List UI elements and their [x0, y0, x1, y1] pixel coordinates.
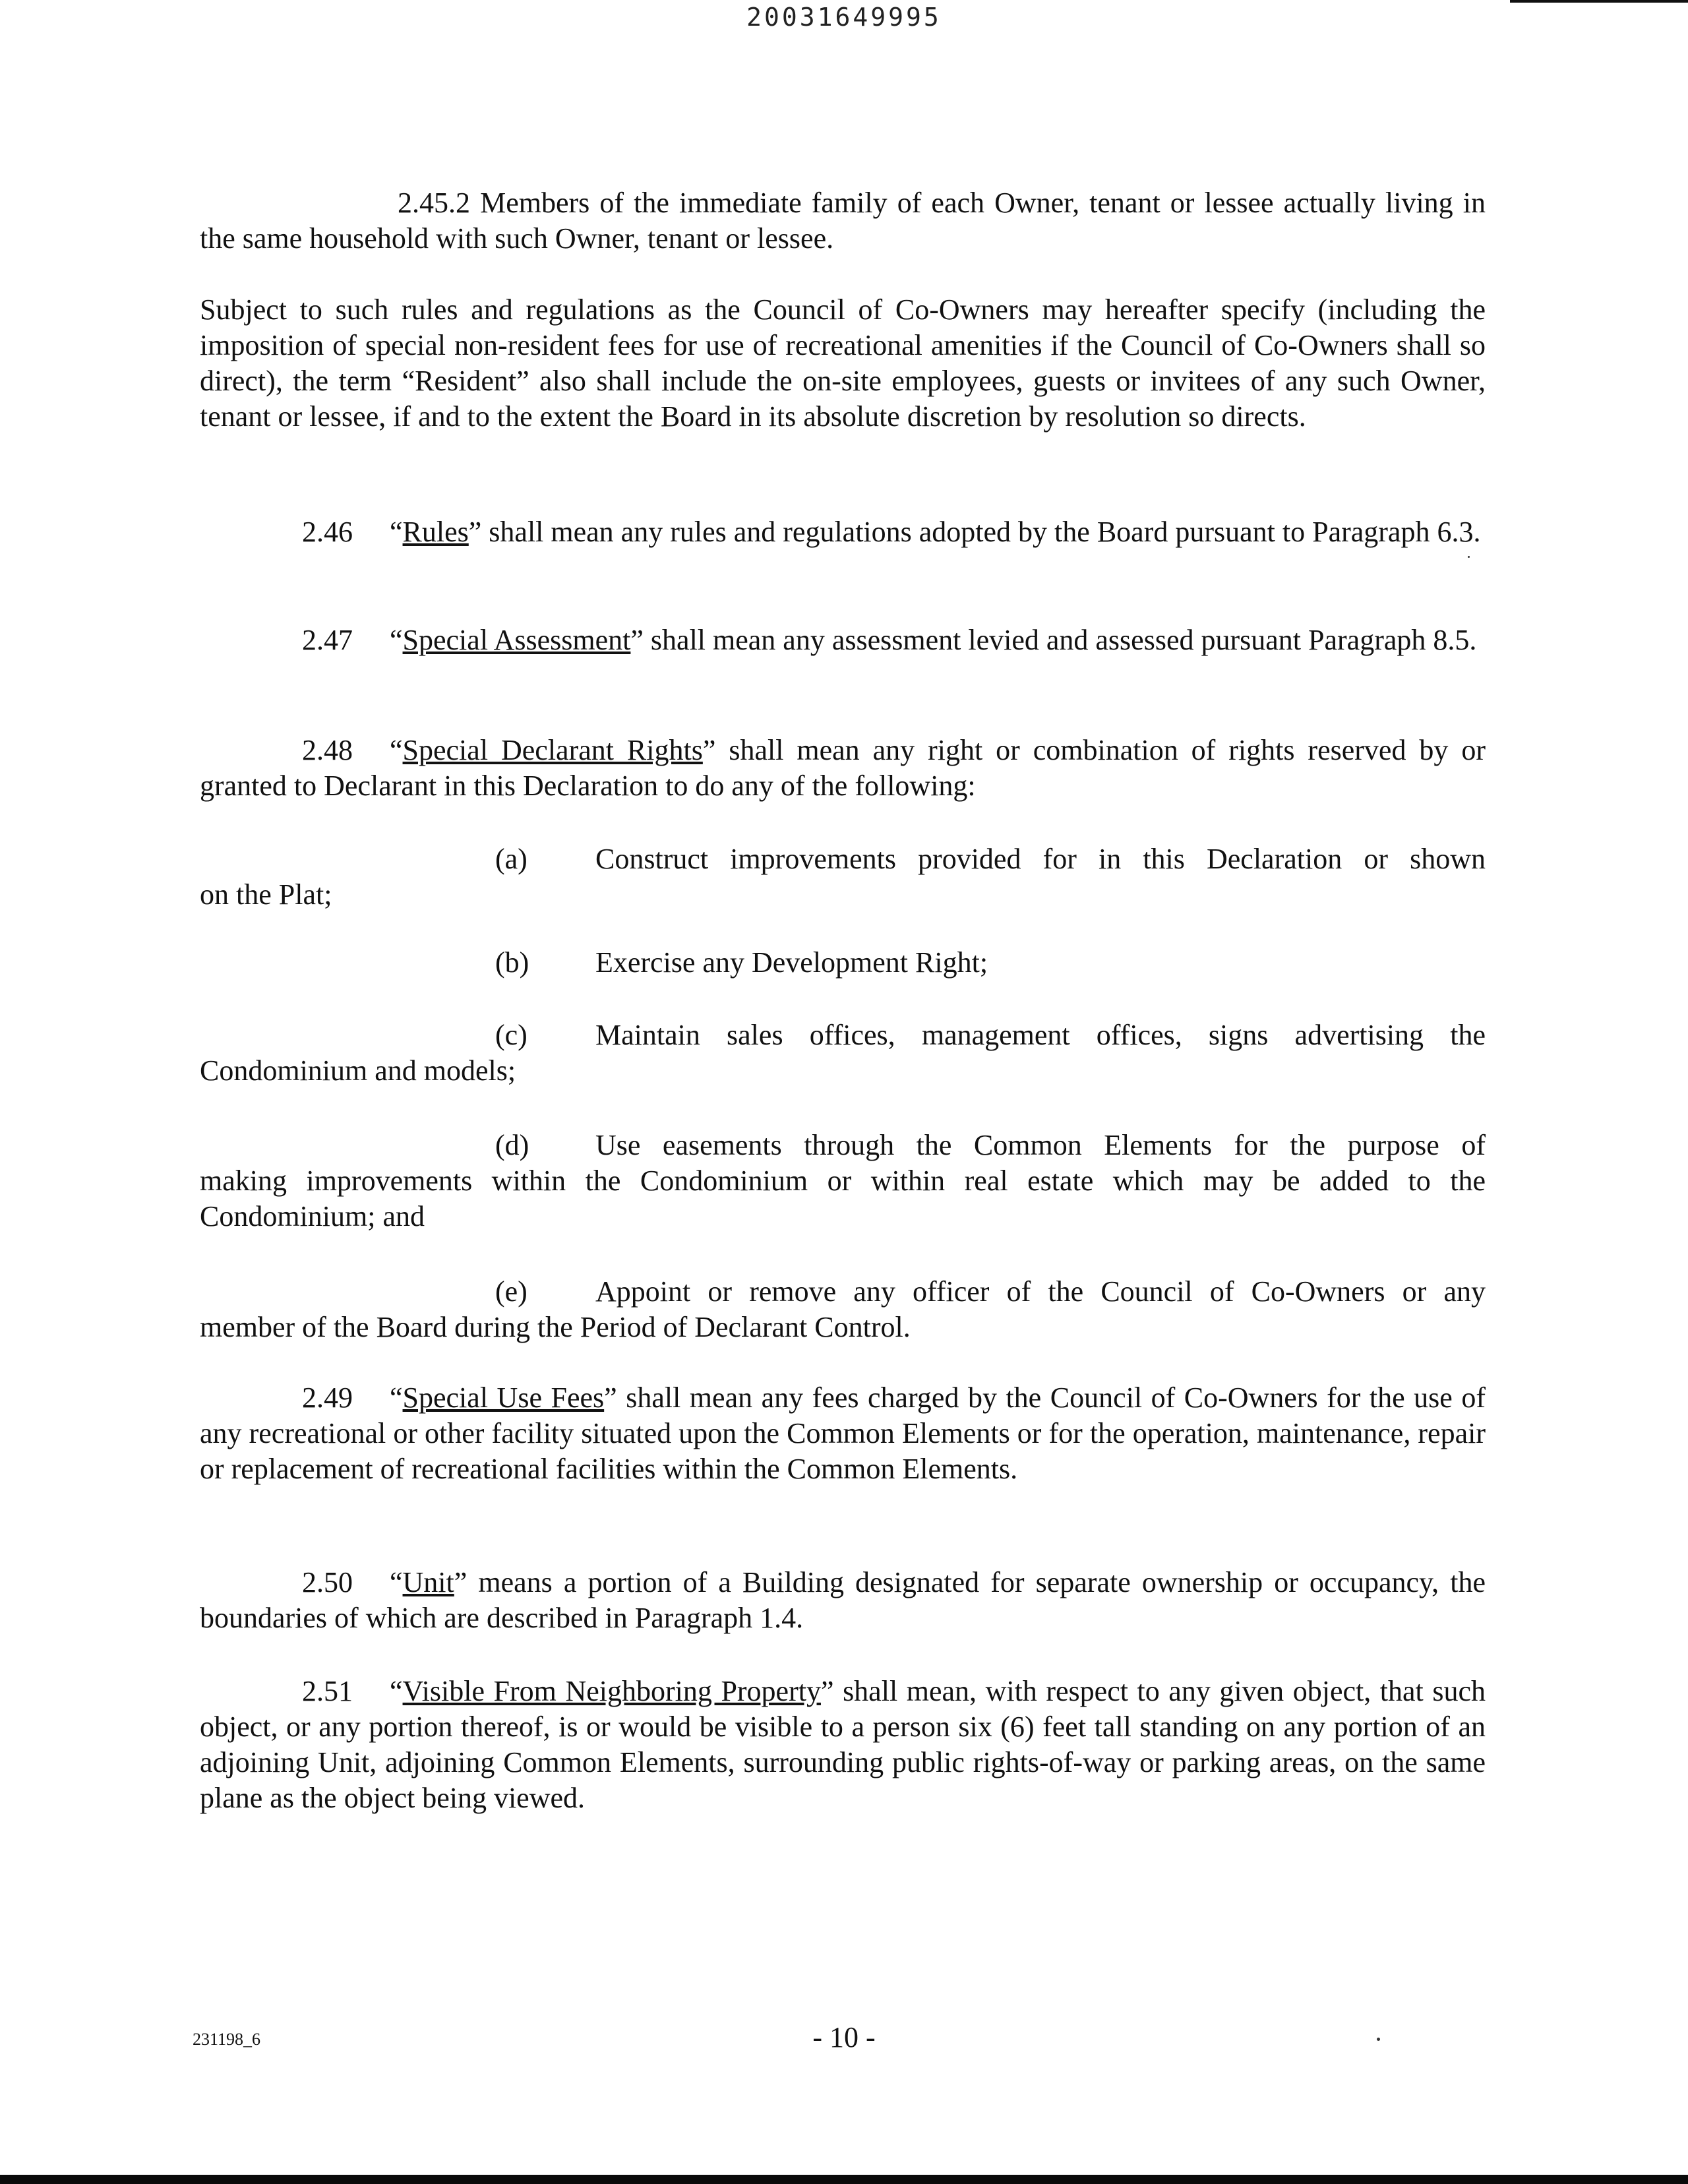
defined-term-special-declarant-rights: Special Declarant Rights — [402, 734, 703, 766]
paragraph-number: 2.45.2 — [398, 187, 470, 219]
paragraph-text: Members of the immediate family of each Owner, tenant or lessee actually living in the same household with such Owner, tenant or lessee. — [200, 187, 1486, 255]
sub-item-letter: (a) — [495, 843, 528, 875]
defined-term-special-assessment: Special Assessment — [402, 624, 631, 656]
sub-item-e — [200, 1274, 1486, 1345]
sub-item-c — [200, 1017, 1486, 1089]
sub-item-continuation: on the Plat; — [200, 878, 332, 911]
sub-item-b — [200, 945, 1486, 981]
scan-speck — [1468, 556, 1470, 558]
sub-item-d — [200, 1128, 1486, 1234]
sub-item-letter: (b) — [495, 946, 529, 979]
paragraph-text: ” shall mean, with respect to any given object, that such object, or any portion thereof, is or would be visible to a person six (6) feet tall standing on any portion of an adjoining Unit, adjoining Common Elements, surrounding public rights-of-way or parking areas, on the same plane as the object being viewed. — [200, 1675, 1486, 1814]
paragraph-text: ” shall mean any fees charged by the Council of Co-Owners for the use of any recreational or other facility situated upon the Common Elements or for the operation, maintenance, repair or replacement of recreational facilities within the Common Elements. — [200, 1381, 1486, 1485]
sub-item-letter: (c) — [495, 1019, 528, 1051]
scan-bottom-edge — [0, 2175, 1688, 2184]
paragraph-number: 2.47 — [302, 624, 353, 656]
paragraph-resident-extension — [200, 292, 1486, 435]
sub-item-text: Use easements through the Common Elements for the purpose of — [595, 1129, 1486, 1161]
paragraph-2-48: 2.48 “Special Declarant Rights” shall mean any right or combination of rights reserved by or granted to Declarant in this Declaration to do any of the following: — [200, 734, 1486, 802]
paragraph-number: 2.51 — [302, 1675, 353, 1707]
sub-item-text: Construct improvements provided for in this Declaration or shown — [595, 843, 1486, 875]
sub-item-continuation: member of the Board during the Period of Declarant Control. — [200, 1311, 911, 1343]
sub-item-a — [200, 841, 1486, 913]
defined-term-special-use-fees: Special Use Fees — [402, 1381, 605, 1414]
scan-speck — [1377, 2038, 1380, 2041]
paragraph-2-51: 2.51 “Visible From Neighboring Property” shall mean, with respect to any given object, that such object, or any portion thereof, is or would be visible to a person six (6) feet tall standing on any portion of an adjoining Unit, adjoining Common Elements, surrounding public rights-of-way or parking areas, on the same plane as the object being viewed. — [200, 1675, 1486, 1814]
paragraph-2-47: 2.47 “Special Assessment” shall mean any assessment levied and assessed pursuant Paragraph 8.5. — [302, 624, 1477, 656]
paragraph-2-50: 2.50 “Unit” means a portion of a Building designated for separate ownership or occupancy, the boundaries of which are described in Paragraph 1.4. — [200, 1566, 1486, 1634]
sub-item-text: Maintain sales offices, management offices, signs advertising the — [595, 1019, 1486, 1051]
defined-term-visible-from-neighboring-property: Visible From Neighboring Property — [402, 1675, 821, 1707]
paragraph-number: 2.50 — [302, 1566, 353, 1598]
sub-item-continuation: Condominium and models; — [200, 1054, 516, 1087]
paragraph-text: ” shall mean any rules and regulations adopted by the Board pursuant to Paragraph 6.3. — [468, 516, 1481, 548]
defined-term-unit: Unit — [402, 1566, 454, 1598]
page-number: - 10 - — [812, 2021, 876, 2053]
sub-item-letter: (d) — [495, 1129, 529, 1161]
sub-item-continuation: making improvements within the Condominium or within real estate which may be added to the Condominium; and — [200, 1165, 1486, 1232]
paragraph-number: 2.49 — [302, 1381, 353, 1414]
paragraph-text: ” shall mean any assessment levied and assessed pursuant Paragraph 8.5. — [630, 624, 1477, 656]
paragraph-number: 2.48 — [302, 734, 353, 766]
sub-item-text: Appoint or remove any officer of the Council of Co-Owners or any — [595, 1275, 1486, 1308]
sub-item-text: Exercise any Development Right; — [595, 946, 988, 979]
document-id-stamp: 20031649995 — [746, 3, 942, 32]
paragraph-2-49: 2.49 “Special Use Fees” shall mean any fees charged by the Council of Co-Owners for the use of any recreational or other facility situated upon the Common Elements or for the operation, maintenance, repair or replacement of recreational facilities within the Common Elements. — [200, 1381, 1486, 1485]
paragraph-number: 2.46 — [302, 516, 353, 548]
paragraph-2-46: 2.46 “Rules” shall mean any rules and regulations adopted by the Board pursuant to Paragraph 6.3. — [302, 516, 1481, 548]
paragraph-text: Subject to such rules and regulations as the Council of Co-Owners may hereafter specify (including the imposition of special non-resident fees for use of recreational amenities if the Council of Co-Owners shall so direct), the term “Resident” also shall include the on-site employees, guests or invitees of any such Owner, tenant or lessee, if and to the extent the Board in its absolute discretion by resolution so directs. — [200, 293, 1486, 433]
sub-item-letter: (e) — [495, 1275, 528, 1308]
paragraph-text: ” means a portion of a Building designated for separate ownership or occupancy, the boundaries of which are described in Paragraph 1.4. — [200, 1566, 1486, 1634]
footer-document-number: 231198_6 — [193, 2030, 261, 2049]
defined-term-rules: Rules — [402, 516, 469, 548]
paragraph-text: ” shall mean any right or combination of rights reserved by or granted to Declarant in this Declaration to do any of the following: — [200, 734, 1486, 802]
paragraph-2-45-2 — [200, 185, 1486, 257]
